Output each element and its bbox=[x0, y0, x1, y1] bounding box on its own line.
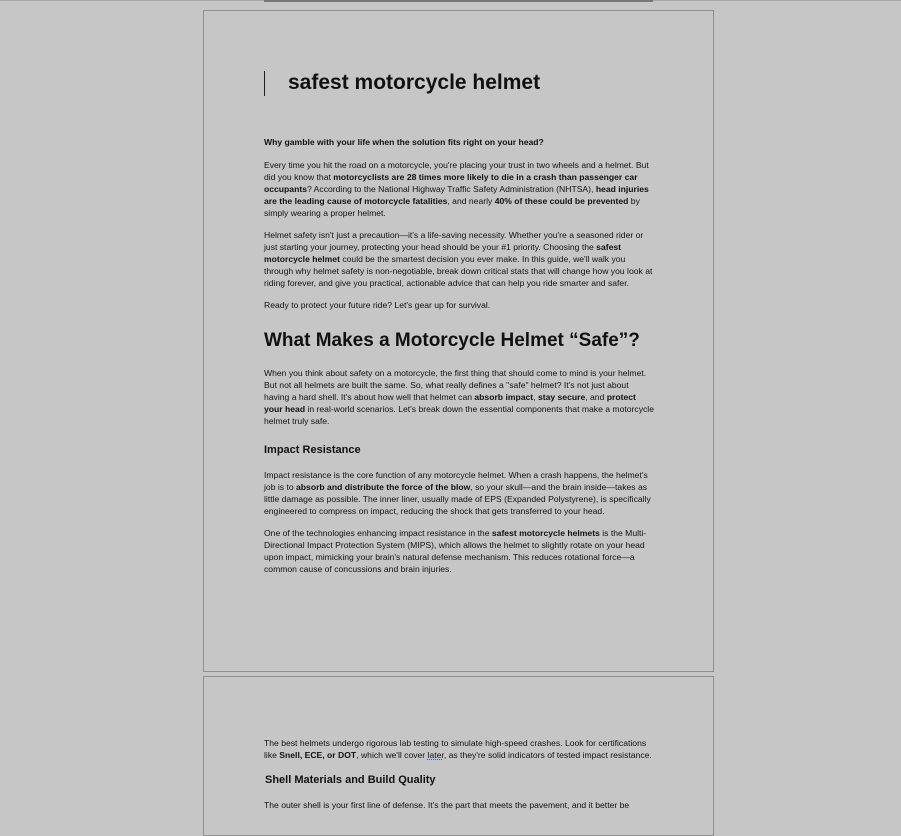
subheading-impact-resistance: Impact Resistance bbox=[264, 444, 361, 456]
page-1-content bbox=[264, 69, 656, 585]
text-cursor bbox=[264, 71, 265, 96]
impact-paragraph-2: One of the technologies enhancing impact resistance in the safest motorcycle helmets is the Multi-Directional Impact Protection System (MIPS), which allows the helmet to slightly rotate on your head upon impact, mimicking your brain's natural defense mechanism. This reduces rotational force—a common cause of concussions and brain injuries. bbox=[264, 528, 647, 574]
document-title-text: safest motorcycle helmet bbox=[288, 71, 541, 94]
document-page-1[interactable] bbox=[203, 10, 714, 672]
document-title[interactable] bbox=[264, 69, 656, 97]
subheading-shell-materials: Shell Materials and Build Quality bbox=[265, 774, 436, 786]
impact-paragraph-1: Impact resistance is the core function of any motorcycle helmet. When a crash happens, the helmet's job is to absorb and distribute the force of the blow, so your skull—and the brain inside—takes as little damage as possible. The inner liner, usually made of EPS (Expanded Polystyrene), is specifically engineered to compress on impact, reducing the shock that gets transferred to your head. bbox=[264, 470, 651, 516]
intro-paragraph-1: Every time you hit the road on a motorcycle, you're placing your trust in two wheels and a helmet. But did you know that motorcyclists are 28 times more likely to die in a crash than passenger car occupants? According to the National Highway Traffic Safety Administration (NHTSA), head injuries are the leading cause of motorcycle fatalities, and nearly 40% of these could be prevented by simply wearing a proper helmet. bbox=[264, 160, 649, 218]
page-2-content bbox=[264, 737, 656, 821]
horizontal-scrollbar[interactable] bbox=[264, 0, 653, 2]
page2-paragraph-1: The best helmets undergo rigorous lab testing to simulate high-speed crashes. Look for certifications like Snell, ECE, or DOT, which we'll cover later, as they're solid indicators of tested impact resistance. bbox=[264, 738, 652, 760]
shell-paragraph-1: The outer shell is your first line of defense. It's the part that meets the pavement, and it better be bbox=[264, 800, 630, 810]
intro-paragraph-2: Helmet safety isn't just a precaution—it's a life-saving necessity. Whether you're a seasoned rider or just starting your journey, protecting your head should be your #1 priority. Choosing the safest motorcycle helmet could be the smartest decision you ever make. In this guide, we'll walk you through why helmet safety is non-negotiable, break down critical stats that will change how you look at riding forever, and give you practical, actionable advice that can help you ride smarter and safer. bbox=[264, 230, 653, 288]
section-heading-safe-helmet: What Makes a Motorcycle Helmet “Safe”? bbox=[264, 330, 640, 351]
lead-paragraph: Why gamble with your life when the solution fits right on your head? bbox=[264, 137, 544, 147]
section1-paragraph-1: When you think about safety on a motorcycle, the first thing that should come to mind is your helmet. But not all helmets are built the same. So, what really defines a "safe" helmet? It's not just about having a hard shell. It's about how well that helmet can absorb impact, stay secure, and protect your head in real-world scenarios. Let's break down the essential components that make a motorcycle helmet truly safe. bbox=[264, 368, 654, 426]
intro-paragraph-3: Ready to protect your future ride? Let's gear up for survival. bbox=[264, 300, 491, 310]
spellcheck-mark[interactable]: later bbox=[427, 750, 444, 760]
document-page-2[interactable] bbox=[203, 676, 714, 836]
